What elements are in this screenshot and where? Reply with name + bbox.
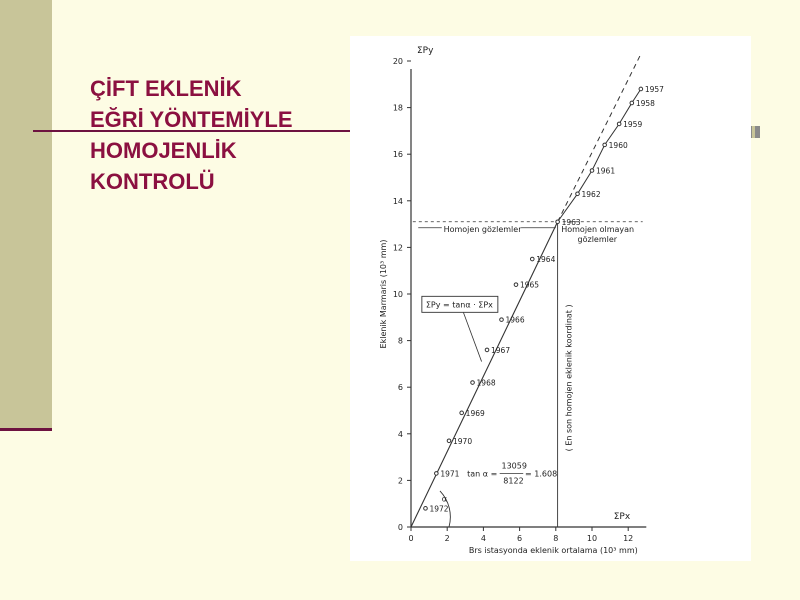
y-tick-label: 12: [392, 243, 403, 253]
tan-result: = 1.608: [525, 469, 558, 479]
data-point: [424, 507, 428, 511]
y-tick-label: 8: [397, 336, 403, 346]
slide-title-line: HOMOJENLİK: [90, 138, 237, 163]
tan-numerator: 13059: [501, 461, 527, 471]
data-point-label: 1967: [491, 345, 511, 355]
series-line-homogeneous: [411, 222, 558, 527]
data-point-label: 1968: [476, 378, 496, 388]
double-mass-curve-chart: [350, 36, 751, 561]
x-axis-symbol: ΣPx: [613, 512, 631, 522]
y-tick-label: 6: [397, 383, 403, 393]
data-point: [435, 472, 439, 476]
y-tick-label: 2: [397, 476, 403, 486]
y-tick-label: 16: [392, 150, 403, 160]
left-decorative-bar: [0, 0, 52, 431]
data-point-label: 1962: [581, 189, 601, 199]
x-tick-label: 2: [444, 534, 450, 543]
equation-leader-line: [463, 313, 481, 362]
data-point: [617, 122, 621, 126]
x-tick-label: 6: [517, 534, 523, 543]
y-tick-label: 18: [392, 103, 403, 113]
y-tick-label: 0: [397, 523, 403, 532]
vertical-note: ( En son homojen eklenik koordinat ): [564, 304, 574, 452]
y-tick-label: 20: [392, 57, 403, 66]
tan-prefix: tan α =: [467, 469, 498, 479]
data-point: [471, 381, 475, 385]
data-point-label: 1963: [561, 217, 581, 227]
data-point-label: 1961: [596, 166, 616, 176]
y-tick-label: 4: [397, 429, 403, 439]
annotation-nonhomogeneous: Homojen olmayan: [561, 224, 635, 234]
data-point-label: 1957: [644, 84, 664, 94]
x-axis-label: Brs istasyonda eklenik ortalama (10³ mm): [468, 546, 638, 555]
equation-label: ΣPy = tanα · ΣPx: [425, 300, 493, 310]
x-tick-label: 4: [480, 534, 486, 543]
data-point-label: 1959: [623, 119, 643, 129]
data-point: [514, 283, 518, 287]
double-mass-curve-figure: [350, 36, 751, 561]
tan-denominator: 8122: [503, 476, 524, 486]
series-line-nonhomogeneous: [558, 89, 641, 222]
slide-title-line: KONTROLÜ: [90, 169, 215, 194]
x-tick-label: 10: [586, 534, 598, 543]
slide-title: [90, 73, 350, 197]
data-point-label: 1966: [505, 315, 525, 325]
data-point: [590, 169, 594, 173]
data-point-label: 1960: [608, 140, 628, 150]
data-point-label: 1964: [536, 255, 556, 265]
y-tick-label: 14: [392, 196, 403, 206]
x-tick-label: 0: [408, 534, 414, 543]
right-decorative-bar-inner: [752, 126, 755, 138]
data-point: [630, 101, 634, 105]
data-point: [556, 220, 560, 224]
x-tick-label: 8: [553, 534, 559, 543]
slide-title-line: EĞRİ YÖNTEMİYLE: [90, 107, 293, 132]
annotation-nonhomogeneous: gözlemler: [577, 234, 618, 244]
y-axis-label: Eklenik Marmaris (10³ mm): [379, 239, 388, 349]
data-point-label: 1969: [465, 408, 485, 418]
x-tick-label: 12: [623, 534, 634, 543]
data-point: [500, 318, 504, 322]
data-point: [603, 143, 607, 147]
y-tick-label: 10: [392, 290, 403, 299]
data-point: [460, 411, 464, 415]
data-point-label: 1965: [519, 280, 540, 290]
data-point: [485, 348, 489, 352]
y-axis-symbol: ΣPy: [417, 46, 434, 56]
annotation-homogeneous: Homojen gözlemler: [443, 224, 522, 234]
data-point-label: 1970: [453, 436, 473, 446]
angle-label: α: [441, 494, 448, 504]
slide-title-line: ÇİFT EKLENİK: [90, 76, 242, 101]
data-point: [447, 439, 451, 443]
data-point-label: 1971: [440, 469, 460, 479]
data-point-label: 1972: [429, 504, 449, 514]
data-point: [576, 192, 580, 196]
data-point-label: 1958: [635, 98, 655, 108]
data-point: [530, 257, 534, 261]
data-point: [639, 87, 643, 91]
